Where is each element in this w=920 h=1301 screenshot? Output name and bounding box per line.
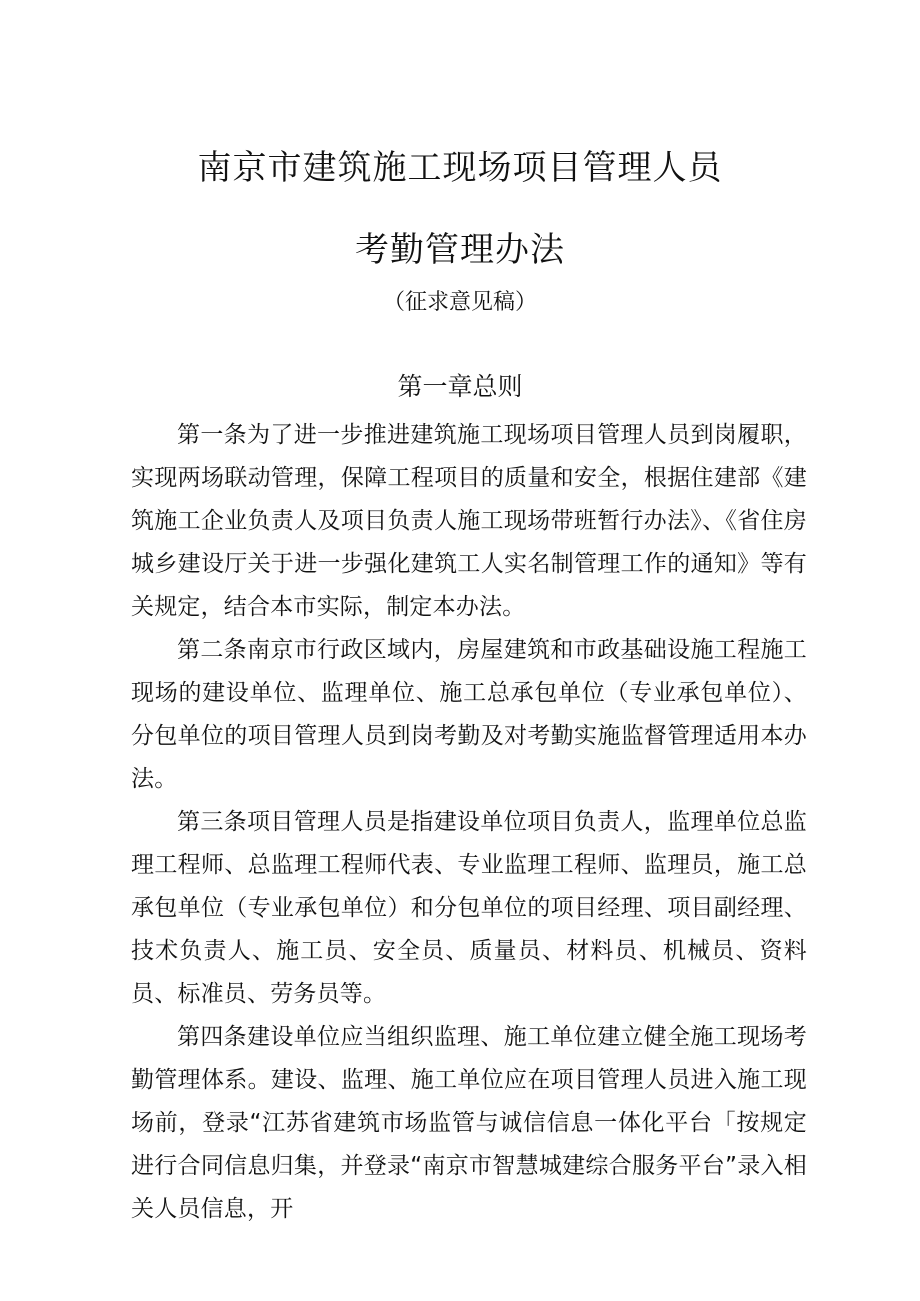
article-3: 第三条项目管理人员是指建设单位项目负责人，监理单位总监理工程师、总监理工程师代表、专业监理工程师、监理员，施工总承包单位（专业承包单位）和分包单位的项目经理、项目副经理、技术负责人、施工员、安全员、质量员、材料员、机械员、资料员、标准员、劳务员等。 bbox=[131, 809, 807, 1007]
chapter-heading: 第一章总则 bbox=[397, 372, 523, 401]
document-title-line-2: 考勤管理办法 bbox=[355, 230, 565, 270]
article-1: 第一条为了进一步推进建筑施工现场项目管理人员到岗履职，实现两场联动管理，保障工程项目的质量和安全，根据住建部《建筑施工企业负责人及项目负责人施工现场带班暂行办法》、《省住房城乡建设厅关于进一步强化建筑工人实名制管理工作的通知》等有关规定，结合本市实际，制定本办法。 bbox=[131, 422, 807, 620]
article-2: 第二条南京市行政区域内，房屋建筑和市政基础设施工程施工现场的建设单位、监理单位、施工总承包单位（专业承包单位）、分包单位的项目管理人员到岗考勤及对考勤实施监督管理适用本办法。 bbox=[131, 637, 807, 792]
document-body bbox=[131, 414, 807, 1231]
document-subtitle: （征求意见稿） bbox=[382, 290, 537, 315]
document-title-line-1: 南京市建筑施工现场项目管理人员 bbox=[197, 148, 723, 188]
article-4: 第四条建设单位应当组织监理、施工单位建立健全施工现场考勤管理体系。建设、监理、施工单位应在项目管理人员进入施工现场前，登录“江苏省建筑市场监管与诚信信息一体化平台「按规定进行合同信息归集，并登录“南京市智慧城建综合服务平台”录入相关人员信息，开 bbox=[131, 1024, 807, 1222]
